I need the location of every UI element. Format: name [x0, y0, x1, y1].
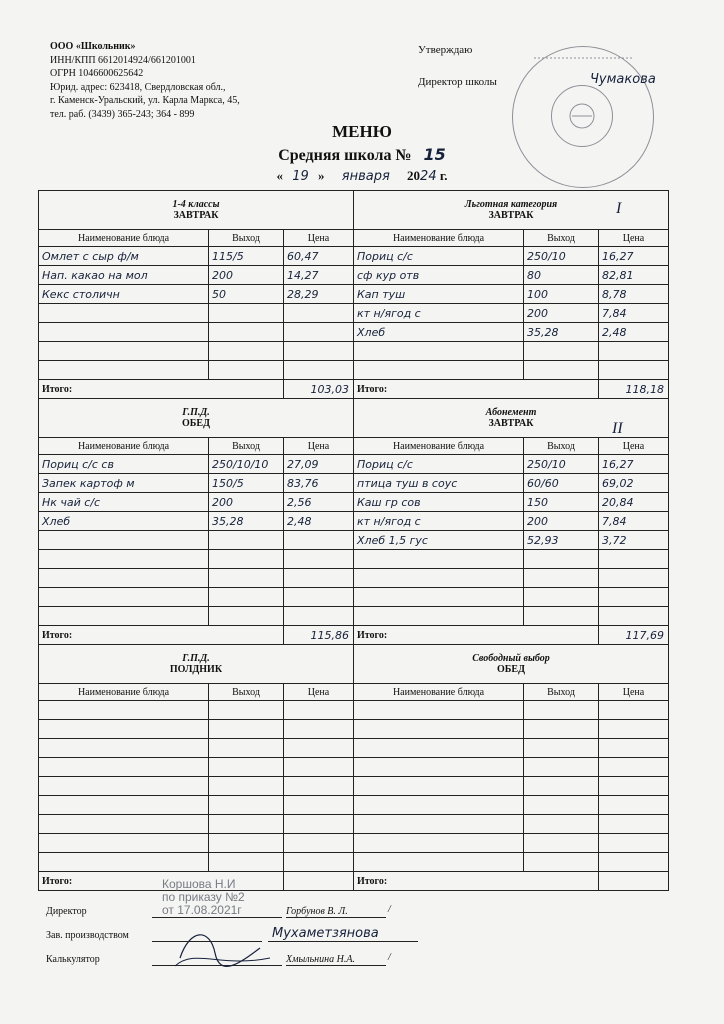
- dish-yield-cell: [524, 550, 599, 569]
- faded-line-3: от 17.08.2021г: [162, 903, 242, 917]
- right-total-label: Итого:: [354, 380, 599, 399]
- dish-yield-cell: 80: [524, 266, 599, 285]
- dish-name-cell: [354, 796, 524, 815]
- dish-name-cell: [39, 531, 209, 550]
- director-label: Директор: [46, 906, 87, 917]
- dish-yield-cell: 35,28: [209, 512, 284, 531]
- date-year-suffix: 24: [420, 169, 437, 184]
- meal-name: ОБЕД: [182, 418, 210, 429]
- meal-name: ЗАВТРАК: [488, 418, 534, 429]
- dish-name-cell: [39, 607, 209, 626]
- dish-yield-cell: 200: [524, 304, 599, 323]
- dish-yield-cell: [209, 796, 284, 815]
- dish-name-cell: кт н/ягод с: [354, 512, 524, 531]
- right-category-header: [354, 645, 669, 684]
- dish-name-cell: [354, 834, 524, 853]
- dish-price-cell: [599, 834, 669, 853]
- dish-yield-cell: 150: [524, 493, 599, 512]
- dish-yield-cell: 52,93: [524, 531, 599, 550]
- document-title: МЕНЮ: [332, 122, 392, 141]
- dish-price-cell: [284, 758, 354, 777]
- table-row: [39, 474, 669, 493]
- dish-name-cell: [354, 853, 524, 872]
- table-row: [39, 777, 669, 796]
- dish-price-cell: 83,76: [284, 474, 354, 493]
- column-header-yield: Выход: [209, 438, 284, 455]
- dish-name-cell: Кап туш: [354, 285, 524, 304]
- dish-name-cell: [39, 720, 209, 739]
- table-row: [39, 361, 669, 380]
- dish-yield-cell: [524, 361, 599, 380]
- dish-yield-cell: [209, 550, 284, 569]
- stamp-ring-text: [513, 53, 653, 65]
- dish-name-cell: [39, 588, 209, 607]
- dish-name-cell: [354, 720, 524, 739]
- dish-name-cell: [39, 701, 209, 720]
- dish-yield-cell: [209, 323, 284, 342]
- dish-yield-cell: [209, 304, 284, 323]
- table-row: [39, 512, 669, 531]
- left-total-value: [284, 872, 354, 891]
- approval-signature: Чумакова: [590, 72, 656, 87]
- dish-name-cell: Нап. какао на мол: [39, 266, 209, 285]
- dish-name-cell: [354, 701, 524, 720]
- dish-price-cell: 7,84: [599, 304, 669, 323]
- dish-price-cell: 2,48: [599, 323, 669, 342]
- dish-yield-cell: 115/5: [209, 247, 284, 266]
- dish-price-cell: [599, 361, 669, 380]
- dish-price-cell: [284, 550, 354, 569]
- dish-price-cell: 60,47: [284, 247, 354, 266]
- table-row: [39, 739, 669, 758]
- mark-section-1: I: [616, 200, 622, 217]
- left-category-header: [39, 399, 354, 438]
- dish-name-cell: [39, 304, 209, 323]
- dish-price-cell: 8,78: [599, 285, 669, 304]
- date-year-tail: г.: [439, 168, 448, 183]
- dish-price-cell: 16,27: [599, 455, 669, 474]
- dish-yield-cell: 250/10/10: [209, 455, 284, 474]
- dish-yield-cell: [209, 720, 284, 739]
- column-header-yield: Выход: [524, 230, 599, 247]
- dish-name-cell: [354, 550, 524, 569]
- dish-price-cell: 16,27: [599, 247, 669, 266]
- column-header-yield: Выход: [524, 438, 599, 455]
- dish-name-cell: [39, 853, 209, 872]
- column-header-price: Цена: [599, 438, 669, 455]
- dish-price-cell: [284, 342, 354, 361]
- column-header-row: [39, 438, 669, 455]
- calc-name: Хмыльнина Н.А.: [286, 954, 355, 965]
- dish-name-cell: [354, 758, 524, 777]
- dish-price-cell: [284, 323, 354, 342]
- column-header-yield: Выход: [209, 230, 284, 247]
- dish-price-cell: [599, 796, 669, 815]
- dish-price-cell: 20,84: [599, 493, 669, 512]
- dish-name-cell: Хлеб: [354, 323, 524, 342]
- table-row: [39, 758, 669, 777]
- section-header-row: [39, 191, 669, 230]
- category-name: Г.П.Д.: [182, 407, 210, 418]
- dish-price-cell: [599, 342, 669, 361]
- approval-director-label: Директор школы: [418, 76, 497, 88]
- date-close-quote: »: [318, 168, 325, 183]
- column-header-price: Цена: [284, 684, 354, 701]
- dish-yield-cell: [524, 796, 599, 815]
- school-stamp: [512, 46, 654, 188]
- meal-name: ЗАВТРАК: [488, 210, 534, 221]
- dish-price-cell: 69,02: [599, 474, 669, 493]
- table-row: [39, 247, 669, 266]
- dish-yield-cell: [209, 777, 284, 796]
- date-month: января: [341, 169, 390, 184]
- dish-name-cell: [354, 739, 524, 758]
- dish-name-cell: [354, 607, 524, 626]
- dish-price-cell: 2,56: [284, 493, 354, 512]
- menu-table: [38, 190, 669, 891]
- dish-price-cell: [284, 720, 354, 739]
- dish-yield-cell: [209, 531, 284, 550]
- calc-label: Калькулятор: [46, 954, 100, 965]
- dish-price-cell: [284, 853, 354, 872]
- left-category-header: [39, 191, 354, 230]
- dish-price-cell: 82,81: [599, 266, 669, 285]
- category-name: 1-4 классы: [172, 199, 220, 210]
- section-header-row: [39, 399, 669, 438]
- total-row: [39, 872, 669, 891]
- column-header-yield: Выход: [209, 684, 284, 701]
- mark-section-2: II: [612, 420, 623, 437]
- column-header-dish: Наименование блюда: [354, 438, 524, 455]
- dish-name-cell: [39, 569, 209, 588]
- dish-yield-cell: [209, 815, 284, 834]
- document-subtitle: [0, 145, 724, 165]
- table-row: [39, 455, 669, 474]
- dish-name-cell: Пориц с/с: [354, 455, 524, 474]
- dish-name-cell: [354, 588, 524, 607]
- date-year-prefix: 20: [407, 168, 421, 183]
- dish-price-cell: 3,72: [599, 531, 669, 550]
- org-address-line-2: г. Каменск-Уральский, ул. Карла Маркса, 45,: [50, 95, 240, 107]
- production-label: Зав. производством: [46, 930, 129, 941]
- dish-name-cell: Омлет с сыр ф/м: [39, 247, 209, 266]
- meal-name: ОБЕД: [497, 664, 525, 675]
- dish-name-cell: кт н/ягод с: [354, 304, 524, 323]
- faded-line-1: Коршова Н.И: [162, 877, 236, 891]
- dish-price-cell: [284, 815, 354, 834]
- dish-price-cell: 14,27: [284, 266, 354, 285]
- dish-price-cell: [284, 777, 354, 796]
- table-row: [39, 493, 669, 512]
- dish-yield-cell: 35,28: [524, 323, 599, 342]
- dish-yield-cell: [524, 720, 599, 739]
- right-total-value: 118,18: [599, 380, 669, 399]
- dish-name-cell: Кекс столичн: [39, 285, 209, 304]
- dish-price-cell: [599, 853, 669, 872]
- section-header-row: [39, 645, 669, 684]
- dish-price-cell: [284, 531, 354, 550]
- dish-price-cell: [284, 701, 354, 720]
- dish-name-cell: Нк чай с/с: [39, 493, 209, 512]
- table-row: [39, 815, 669, 834]
- dish-yield-cell: [524, 834, 599, 853]
- dish-price-cell: [284, 796, 354, 815]
- dish-yield-cell: 100: [524, 285, 599, 304]
- meal-name: ЗАВТРАК: [173, 210, 219, 221]
- dish-name-cell: [354, 361, 524, 380]
- dish-yield-cell: [209, 853, 284, 872]
- column-header-dish: Наименование блюда: [39, 438, 209, 455]
- faded-overlay-text: [162, 878, 245, 917]
- org-phone: тел. раб. (3439) 365-243; 364 - 899: [50, 108, 195, 120]
- dish-yield-cell: [209, 607, 284, 626]
- dish-yield-cell: [209, 834, 284, 853]
- approval-label: Утверждаю: [418, 44, 473, 56]
- dish-name-cell: [354, 815, 524, 834]
- calc-name-line: [286, 965, 386, 966]
- dish-name-cell: Пориц с/с св: [39, 455, 209, 474]
- signature-scribbles: [170, 918, 280, 972]
- production-name: Мухаметзянова: [272, 926, 379, 941]
- total-row: [39, 626, 669, 645]
- dish-yield-cell: [524, 739, 599, 758]
- document-date: [0, 168, 724, 184]
- meal-name: ПОЛДНИК: [169, 664, 223, 675]
- dish-name-cell: [39, 550, 209, 569]
- right-total-label: Итого:: [354, 872, 599, 891]
- dish-price-cell: 7,84: [599, 512, 669, 531]
- column-header-dish: Наименование блюда: [39, 684, 209, 701]
- left-total-label: Итого:: [39, 872, 284, 891]
- table-row: [39, 550, 669, 569]
- dish-name-cell: [39, 361, 209, 380]
- dish-name-cell: [39, 815, 209, 834]
- dish-price-cell: [284, 834, 354, 853]
- table-row: [39, 285, 669, 304]
- director-name-line: [286, 917, 386, 918]
- table-row: [39, 607, 669, 626]
- table-row: [39, 796, 669, 815]
- dish-price-cell: [599, 701, 669, 720]
- dish-price-cell: 28,29: [284, 285, 354, 304]
- dish-name-cell: [39, 323, 209, 342]
- dish-yield-cell: 200: [524, 512, 599, 531]
- column-header-price: Цена: [284, 230, 354, 247]
- left-total-label: Итого:: [39, 626, 284, 645]
- org-ogrn: ОГРН 1046600625642: [50, 68, 144, 80]
- dish-yield-cell: 200: [209, 266, 284, 285]
- dish-price-cell: 27,09: [284, 455, 354, 474]
- dish-yield-cell: [524, 342, 599, 361]
- production-name-line: [268, 941, 418, 942]
- dish-name-cell: [39, 758, 209, 777]
- dish-yield-cell: 50: [209, 285, 284, 304]
- dish-yield-cell: [524, 815, 599, 834]
- date-open-quote: «: [276, 168, 283, 183]
- dish-name-cell: [354, 342, 524, 361]
- dish-price-cell: [284, 361, 354, 380]
- table-row: [39, 701, 669, 720]
- dish-yield-cell: 200: [209, 493, 284, 512]
- director-slash: /: [388, 904, 391, 915]
- left-total-label: Итого:: [39, 380, 284, 399]
- dish-price-cell: [284, 304, 354, 323]
- table-row: [39, 720, 669, 739]
- right-total-label: Итого:: [354, 626, 599, 645]
- left-total-value: 103,03: [284, 380, 354, 399]
- dish-price-cell: [284, 739, 354, 758]
- table-row: [39, 266, 669, 285]
- right-total-value: 117,69: [599, 626, 669, 645]
- column-header-price: Цена: [284, 438, 354, 455]
- dish-name-cell: Пориц с/с: [354, 247, 524, 266]
- dish-name-cell: птица туш в соус: [354, 474, 524, 493]
- faded-line-2: по приказу №2: [162, 890, 245, 904]
- column-header-price: Цена: [599, 684, 669, 701]
- table-row: [39, 834, 669, 853]
- dish-price-cell: [599, 777, 669, 796]
- category-name: Абонемент: [485, 407, 537, 418]
- dish-yield-cell: [209, 588, 284, 607]
- dish-yield-cell: [524, 588, 599, 607]
- category-name: Льготная категория: [464, 199, 558, 210]
- table-row: [39, 342, 669, 361]
- org-inn: ИНН/КПП 6612014924/661201001: [50, 54, 196, 66]
- table-row: [39, 853, 669, 872]
- dish-yield-cell: [209, 739, 284, 758]
- dish-name-cell: [39, 342, 209, 361]
- dish-price-cell: [599, 569, 669, 588]
- table-row: [39, 588, 669, 607]
- column-header-dish: Наименование блюда: [354, 684, 524, 701]
- left-category-header: [39, 645, 354, 684]
- table-row: [39, 569, 669, 588]
- dish-price-cell: [284, 588, 354, 607]
- org-name: ООО «Школьник»: [50, 41, 136, 52]
- dish-yield-cell: [524, 758, 599, 777]
- dish-price-cell: [599, 758, 669, 777]
- dish-price-cell: [599, 588, 669, 607]
- calc-slash: /: [388, 952, 391, 963]
- dish-yield-cell: [524, 777, 599, 796]
- dish-price-cell: [599, 550, 669, 569]
- dish-yield-cell: 150/5: [209, 474, 284, 493]
- dish-name-cell: сф кур отв: [354, 266, 524, 285]
- dish-yield-cell: 250/10: [524, 247, 599, 266]
- category-name: Г.П.Д.: [182, 653, 210, 664]
- category-name: Свободный выбор: [472, 653, 550, 664]
- dish-name-cell: [39, 739, 209, 758]
- dish-yield-cell: [524, 569, 599, 588]
- dish-name-cell: [39, 834, 209, 853]
- total-row: [39, 380, 669, 399]
- date-day: 19: [292, 169, 309, 184]
- dish-name-cell: Хлеб: [39, 512, 209, 531]
- dish-yield-cell: [209, 701, 284, 720]
- dish-name-cell: [354, 777, 524, 796]
- dish-yield-cell: [524, 701, 599, 720]
- dish-name-cell: Каш гр сов: [354, 493, 524, 512]
- dish-name-cell: [39, 796, 209, 815]
- dish-yield-cell: [209, 569, 284, 588]
- column-header-price: Цена: [599, 230, 669, 247]
- dish-price-cell: [599, 815, 669, 834]
- dish-price-cell: [284, 569, 354, 588]
- table-row: [39, 323, 669, 342]
- table-row: [39, 531, 669, 550]
- org-address-line-1: Юрид. адрес: 623418, Свердловская обл.,: [50, 81, 226, 93]
- dish-name-cell: [39, 777, 209, 796]
- school-number: 15: [423, 145, 446, 164]
- left-total-value: 115,86: [284, 626, 354, 645]
- dish-yield-cell: [209, 758, 284, 777]
- dish-price-cell: [599, 607, 669, 626]
- column-header-row: [39, 230, 669, 247]
- dish-price-cell: 2,48: [284, 512, 354, 531]
- dish-name-cell: Хлеб 1,5 гус: [354, 531, 524, 550]
- dish-name-cell: Запек картоф м: [39, 474, 209, 493]
- column-header-dish: Наименование блюда: [354, 230, 524, 247]
- dish-yield-cell: 250/10: [524, 455, 599, 474]
- dish-price-cell: [599, 720, 669, 739]
- director-name: Горбунов В. Л.: [286, 906, 348, 917]
- column-header-yield: Выход: [524, 684, 599, 701]
- org-info-block: [50, 40, 240, 122]
- table-row: [39, 304, 669, 323]
- dish-yield-cell: [209, 361, 284, 380]
- dish-yield-cell: [209, 342, 284, 361]
- menu-table-body: [39, 191, 669, 891]
- column-header-dish: Наименование блюда: [39, 230, 209, 247]
- dish-name-cell: [354, 569, 524, 588]
- dish-price-cell: [284, 607, 354, 626]
- dish-price-cell: [599, 739, 669, 758]
- right-total-value: [599, 872, 669, 891]
- subtitle-text: Средняя школа №: [278, 147, 412, 164]
- dish-yield-cell: 60/60: [524, 474, 599, 493]
- column-header-row: [39, 684, 669, 701]
- dish-yield-cell: [524, 853, 599, 872]
- stamp-ring-mark: [514, 53, 652, 63]
- dish-yield-cell: [524, 607, 599, 626]
